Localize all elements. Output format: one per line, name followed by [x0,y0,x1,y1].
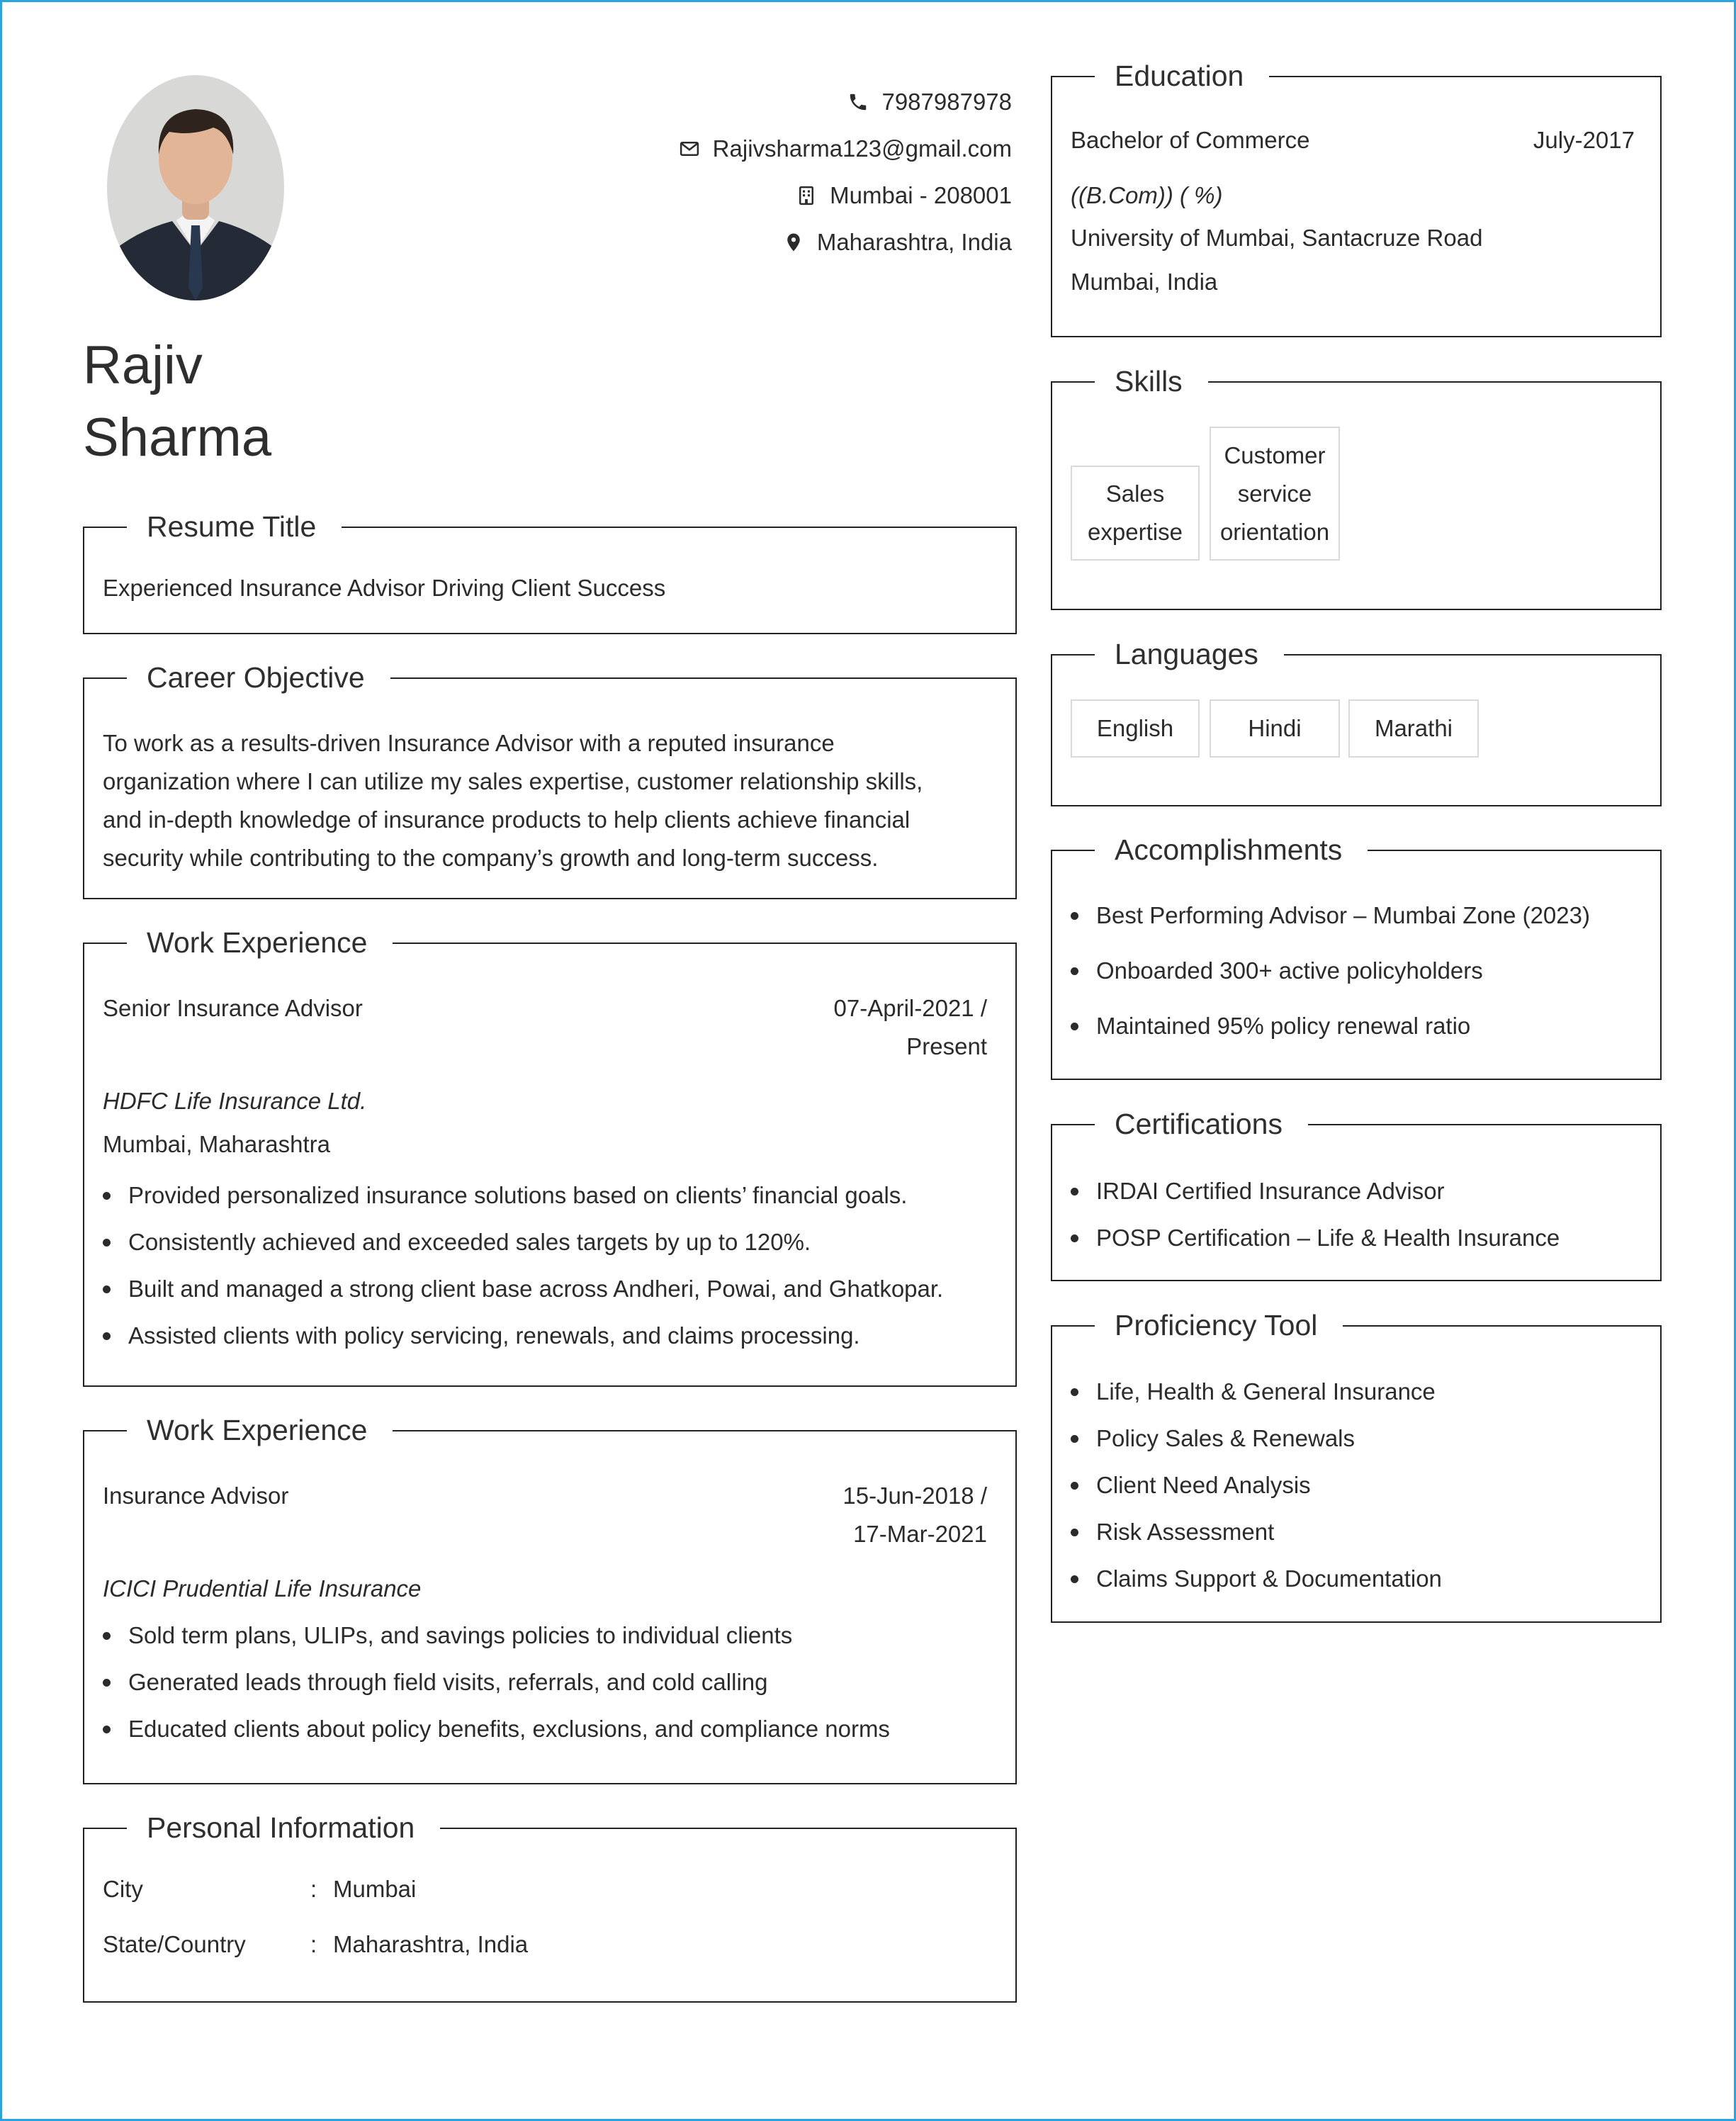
section-heading: Accomplishments [1095,830,1368,870]
building-icon [796,185,817,206]
proficiency-item: Life, Health & General Insurance [1071,1368,1442,1415]
personal-information-section [83,1811,1017,2003]
degree-name: Bachelor of Commerce [1071,127,1310,153]
map-pin-icon [783,232,804,253]
skill-chip [1071,466,1200,561]
job-bullet: Built and managed a strong client base across Andheri, Powai, and Ghatkopar. [103,1266,943,1312]
job-bullet: Consistently achieved and exceeded sales targets by up to 120%. [103,1219,943,1266]
proficiency-item: Risk Assessment [1071,1509,1442,1555]
proficiency-tool-section [1051,1309,1662,1623]
section-heading: Resume Title [127,507,342,546]
skill-chip [1210,427,1340,561]
objective-line: To work as a results-driven Insurance Advisor with a reputed insurance [103,730,835,756]
contact-location [679,219,1012,266]
candidate-name [83,330,271,474]
accomplishment-item: Onboarded 300+ active policyholders [1071,943,1590,998]
languages-section [1051,638,1662,806]
resume-title-text: Experienced Insurance Advisor Driving Client Success [103,575,666,601]
accomplishment-list [1071,888,1590,1054]
info-value: Mumbai [333,1876,417,1902]
first-name: Rajiv [83,335,203,395]
job-dates [834,989,987,1066]
job-bullet: Educated clients about policy benefits, exclusions, and compliance norms [103,1706,890,1753]
section-heading: Education [1095,56,1269,96]
skill-chip-line: expertise [1088,519,1183,545]
proficiency-list [1071,1368,1442,1602]
skill-chip-line: service [1237,480,1312,507]
skills-section [1051,365,1662,610]
section-heading: Skills [1095,361,1208,401]
language-chip: English [1071,699,1200,758]
education-section [1051,60,1662,337]
section-heading: Career Objective [127,658,390,697]
job-date-end: Present [906,1033,987,1059]
job-bullet: Generated leads through field visits, referrals, and cold calling [103,1659,890,1706]
section-heading: Work Experience [127,923,393,962]
email-text: Rajivsharma123@gmail.com [712,135,1012,162]
contact-city [679,172,1012,219]
info-separator: : [310,1876,317,1902]
info-label: City [103,1876,143,1902]
section-heading: Certifications [1095,1104,1308,1144]
university-place: Mumbai, India [1071,269,1218,295]
job-location: Mumbai, Maharashtra [103,1131,330,1157]
job-role: Insurance Advisor [103,1483,289,1509]
phone-text: 7987987978 [881,89,1012,115]
certifications-section [1051,1108,1662,1281]
section-heading: Languages [1095,634,1284,674]
person-photo-icon [107,75,284,300]
degree-abbreviation: ((B.Com)) ( %) [1071,182,1223,208]
section-heading: Work Experience [127,1410,393,1450]
accomplishments-section [1051,833,1662,1080]
work-experience-section-1 [83,926,1017,1387]
certification-item: POSP Certification – Life & Health Insurance [1071,1215,1560,1261]
job-bullet: Provided personalized insurance solutions based on clients’ financial goals. [103,1172,943,1219]
proficiency-item: Policy Sales & Renewals [1071,1415,1442,1462]
profile-photo [107,75,284,300]
job-date-start: 15-Jun-2018 / [842,1483,987,1509]
section-heading: Personal Information [127,1808,440,1847]
certification-item: IRDAI Certified Insurance Advisor [1071,1168,1560,1215]
company-name: HDFC Life Insurance Ltd. [103,1088,367,1114]
skill-chip-line: orientation [1219,518,1330,545]
education-date: July-2017 [1533,127,1635,153]
section-heading: Proficiency Tool [1095,1305,1343,1345]
skill-chip-line: Sales [1105,480,1165,507]
language-chip: Marathi [1348,699,1479,758]
proficiency-item: Claims Support & Documentation [1071,1555,1442,1602]
job-date-start: 07-April-2021 / [833,995,987,1021]
certification-list [1071,1168,1560,1261]
contact-email[interactable] [679,125,1012,172]
job-role: Senior Insurance Advisor [103,995,363,1021]
accomplishment-item: Best Performing Advisor – Mumbai Zone (2023) [1071,888,1590,943]
phone-icon [847,91,869,113]
job-bullet: Assisted clients with policy servicing, renewals, and claims processing. [103,1312,943,1359]
career-objective-text [103,724,923,877]
objective-line: organization where I can utilize my sales expertise, customer relationship skills, [103,768,923,794]
job-bullet: Sold term plans, ULIPs, and savings policies to individual clients [103,1612,890,1659]
company-name: ICICI Prudential Life Insurance [103,1575,422,1602]
city-text: Mumbai - 208001 [830,182,1012,208]
university-name: University of Mumbai, Santacruze Road [1071,225,1483,251]
location-text: Maharashtra, India [816,229,1012,255]
job-dates [842,1477,987,1553]
info-separator: : [310,1931,317,1957]
skill-chip-line: Customer [1224,441,1326,468]
job-bullets [103,1172,943,1359]
work-experience-section-2 [83,1414,1017,1784]
objective-line: security while contributing to the company’s growth and long-term success. [103,845,879,871]
career-objective-section [83,661,1017,899]
objective-line: and in-depth knowledge of insurance products to help clients achieve financial [103,806,911,833]
envelope-icon [679,138,700,159]
resume-title-section [83,510,1017,634]
job-date-end: 17-Mar-2021 [853,1521,987,1547]
proficiency-item: Client Need Analysis [1071,1462,1442,1509]
language-chip: Hindi [1210,699,1340,758]
info-label: State/Country [103,1931,246,1957]
contact-block [679,79,1012,266]
job-bullets [103,1612,890,1753]
accomplishment-item: Maintained 95% policy renewal ratio [1071,998,1590,1054]
contact-phone[interactable] [679,79,1012,125]
info-value: Maharashtra, India [333,1931,529,1957]
last-name: Sharma [83,407,272,468]
